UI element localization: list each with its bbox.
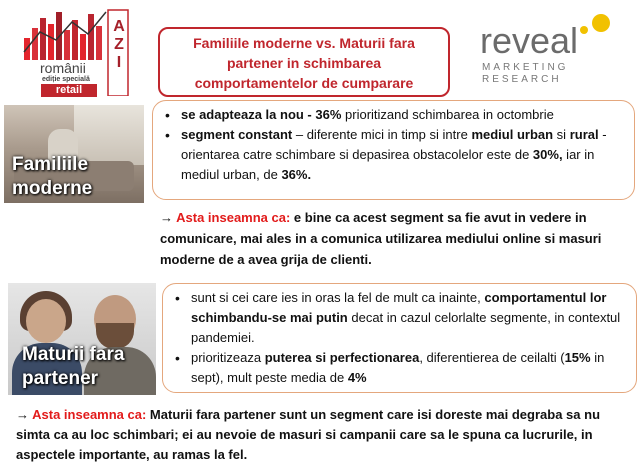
logo-romanii: românii	[40, 60, 86, 76]
families-photo	[4, 105, 144, 203]
singles-bullet-2: • prioritizeaza puterea si perfectionarea, diferentierea de ceilalti (15% in sept), mult peste media de 4%	[175, 348, 626, 388]
singles-conclusion-label: Asta inseamna ca:	[32, 407, 147, 422]
families-photo-label	[12, 153, 92, 201]
families-conclusion-label: Asta inseamna ca:	[176, 210, 291, 225]
azi-vertical-label	[112, 18, 126, 72]
title-line-1: Familiile moderne vs. Maturii fara	[193, 35, 415, 51]
singles-label-line-1: Maturii fara	[22, 344, 125, 365]
singles-bullet-1: • sunt si cei care ies in oras la fel de mult ca inainte, comportamentul lor schimbandu-se mai putin decat in cazul celorlalte segmente, in contextul pandemiei.	[175, 288, 626, 348]
singles-conclusion	[16, 405, 636, 462]
reveal-wordmark: reveal	[480, 20, 579, 61]
small-dot-icon	[580, 26, 588, 34]
singles-photo-label	[22, 343, 124, 391]
reveal-subtitle-2: RESEARCH	[482, 74, 562, 85]
families-label-line-2: moderne	[12, 178, 93, 199]
arrow-right-icon: →	[16, 407, 29, 422]
reveal-subtitle-1: MARKETING	[482, 62, 569, 73]
families-conclusion	[160, 207, 630, 270]
families-bullet-2: • segment constant – diferente mici in timp si intre mediul urban si rural - orientarea catre schimbare si depasirea obstacolelor este de 30%, iar in mediul urban, de 36%.	[165, 125, 624, 185]
singles-bullets-box	[162, 283, 637, 393]
singles-label-line-2: partener	[22, 368, 99, 389]
logo-retail: retail	[41, 84, 97, 97]
families-bullet-1: • se adapteaza la nou - 36% prioritizand schimbarea in octombrie	[165, 105, 624, 125]
sun-dot-icon	[592, 14, 610, 32]
azi-text: AZI	[113, 18, 125, 71]
singles-conclusion-text: Maturii fara partener sunt un segment care isi doreste mai degraba sa nu simta ca au loc schimbari; ei au nevoie de masuri si campanii care sa le spuna ca lucrurile, in aspectele importante, au ramas la fel.	[16, 407, 601, 462]
slide-title	[158, 27, 450, 97]
families-label-line-1: Familiile	[12, 154, 89, 175]
title-line-2: partener in schimbarea	[226, 55, 382, 71]
romanii-azi-logo	[20, 4, 130, 96]
families-conclusion-text: e bine ca acest segment sa fie avut in vedere in comunicare, mai ales in a comunica utilizarea mediului online si masuri moderne de a avea grija de clienti.	[160, 210, 602, 267]
singles-photo	[8, 283, 156, 395]
woman-face-shape	[26, 299, 66, 343]
arrow-right-icon: →	[160, 210, 173, 225]
logo-edition: ediție specială	[42, 76, 90, 83]
families-bullets-box	[152, 100, 635, 200]
reveal-logo	[480, 14, 630, 86]
title-line-3: comportamentelor de cumparare	[194, 75, 414, 91]
